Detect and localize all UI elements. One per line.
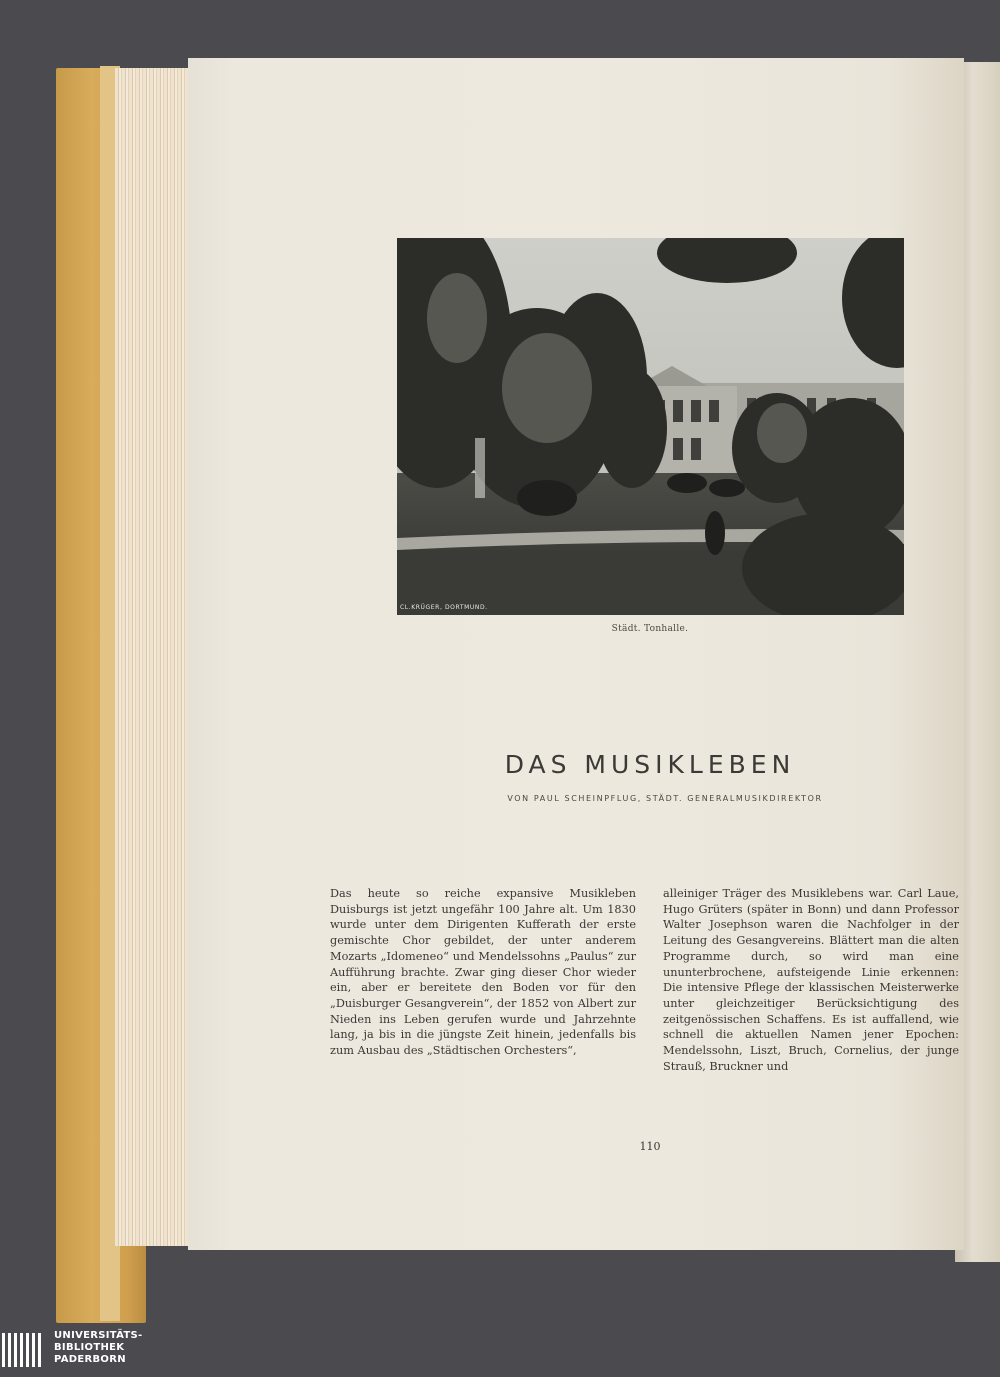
library-logo-icon [0, 1329, 46, 1369]
library-name-line2: BIBLIOTHEK [54, 1342, 125, 1353]
photo-caption: Städt. Tonhalle. [611, 624, 689, 634]
page-number: 110 [639, 1140, 661, 1153]
text-column-left: Das heute so reiche expansive Musikleben Duisburgs ist jetzt ungefähr 100 Jahre alt. Um 1830 wurde unter dem Dirigenten Kufferath der erste gemischte Chor gebildet, der unter anderem Mozarts „Idomeneo“ und Mendelssohns „Paulus“ zur Aufführung brachte. Zwar ging dieser Chor wieder ein, aber er bereitete den Boden vor für den „Duisburger Gesangverein“, der 1852 von Albert zur Nieden ins Leben gerufen wurde und Jahrzehnte lang, ja bis in die jüngste Zeit hinein, jedenfalls bis zum Ausbau des „Städtischen Orchesters“, [330, 887, 636, 1058]
park-building-illustration [397, 238, 904, 615]
library-name-line3: PADERBORN [54, 1354, 126, 1365]
photo-credit: CL.KRÜGER, DORTMUND. [400, 604, 488, 611]
footer-bar [0, 1329, 1000, 1377]
text-column-right: alleiniger Träger des Musiklebens war. Carl Laue, Hugo Grüters (später in Bonn) und dann Professor Walter Josephson waren die Nachfolger in der Leitung des Gesangvereins. Blättert man die alten Programme durch, so wird man eine ununterbrochene, aufsteigende Linie erkennen: Die intensive Pflege der klassischen Meisterwerke unter gleichzeitiger Berücksichtigung des zeitgenössischen Schaffens. Es ist auffallend, wie schnell die aktuellen Namen jener Epochen: Mendelssohn, Liszt, Bruch, Cornelius, der junge Strauß, Bruckner und [663, 887, 959, 1073]
library-name-line1: UNIVERSITÄTS- [54, 1330, 143, 1341]
library-name [54, 1330, 143, 1366]
page-edges [115, 68, 195, 1246]
article-byline: VON PAUL SCHEINPFLUG, STÄDT. GENERALMUSIKDIREKTOR [507, 794, 823, 803]
photograph-tonhalle [397, 238, 904, 615]
article-title: DAS MUSIKLEBEN [504, 750, 796, 779]
